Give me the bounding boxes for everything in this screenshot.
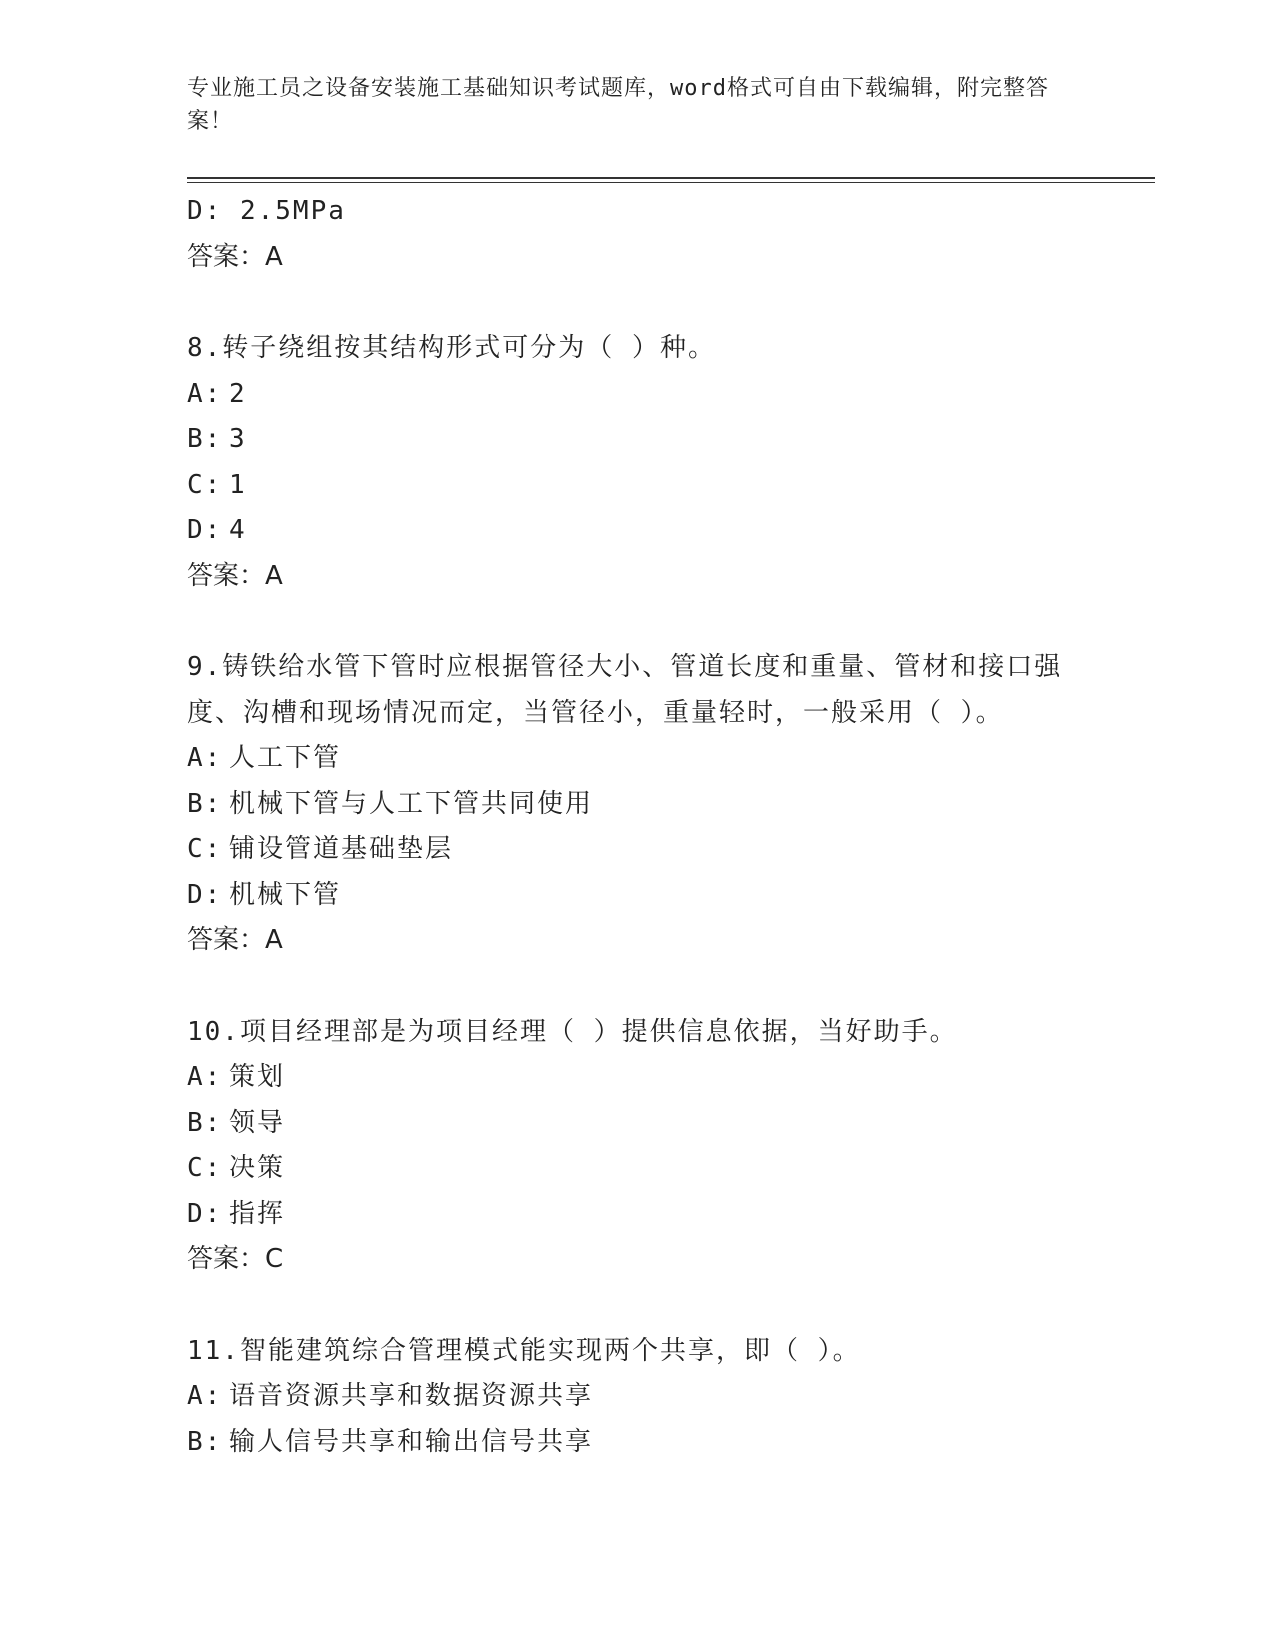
question-8 — [187, 326, 1117, 599]
option-b — [187, 1101, 1117, 1147]
question-stem: 11.智能建筑综合管理模式能实现两个共享，即（ ）。 — [187, 1335, 861, 1366]
answer: 答案：A — [187, 560, 283, 591]
option-text: 4 — [229, 515, 247, 545]
option-text: 铺设管道基础垫层 — [229, 834, 454, 864]
option-label: B: — [187, 1426, 223, 1457]
option-text: 人工下管 — [229, 743, 342, 773]
option-a — [187, 1055, 1117, 1101]
option-b — [187, 1420, 1117, 1466]
option-text: 决策 — [229, 1153, 286, 1183]
option-d — [187, 1192, 1117, 1238]
question-stem: 10.项目经理部是为项目经理（ ）提供信息依据，当好助手。 — [187, 1016, 958, 1047]
option-text: 1 — [229, 469, 247, 500]
answer: 答案：C — [187, 1244, 284, 1274]
document-header: 专业施工员之设备安装施工基础知识考试题库，word格式可自由下载编辑，附完整答案！ — [187, 76, 1049, 134]
spacer — [187, 964, 1117, 1010]
option-a — [187, 1374, 1117, 1420]
spacer — [187, 1283, 1117, 1329]
option-b — [187, 417, 1117, 463]
question-11 — [187, 1329, 1117, 1466]
spacer — [187, 280, 1117, 326]
spacer — [187, 599, 1117, 645]
option-b — [187, 782, 1117, 828]
option-label: D: — [187, 1198, 223, 1229]
option-text: 策划 — [229, 1062, 286, 1092]
option-label: C: — [187, 469, 223, 500]
question-stem: 8.转子绕组按其结构形式可分为（ ）种。 — [187, 333, 716, 363]
option-label: A: — [187, 378, 223, 409]
option-label: A: — [187, 1062, 223, 1092]
option-label: B: — [187, 424, 223, 454]
option-a — [187, 372, 1117, 418]
option-text: 机械下管与人工下管共同使用 — [229, 788, 594, 819]
header-rule-thin — [187, 182, 1155, 183]
option-text: 语音资源共享和数据资源共享 — [229, 1381, 594, 1411]
question-stem: 9.铸铁给水管下管时应根据管径大小、管道长度和重量、管材和接口强度、沟槽和现场情况而定，当管径小，重量轻时，一般采用（ ）。 — [187, 652, 1063, 728]
option-text: 输人信号共享和输出信号共享 — [229, 1426, 594, 1457]
carryover-option-d: D: 2.5MPa — [187, 196, 346, 226]
option-label: D: — [187, 879, 223, 910]
carryover-answer: 答案：A — [187, 241, 283, 272]
option-label: A: — [187, 1381, 223, 1411]
header-rule-thick — [187, 177, 1155, 179]
answer: 答案：A — [187, 925, 283, 955]
option-label: B: — [187, 1107, 223, 1138]
option-label: A: — [187, 743, 223, 773]
question-9 — [187, 645, 1117, 964]
option-text: 机械下管 — [229, 879, 342, 910]
option-label: C: — [187, 1153, 223, 1183]
option-a — [187, 736, 1117, 782]
option-c — [187, 463, 1117, 509]
question-10 — [187, 1010, 1117, 1283]
option-label: C: — [187, 834, 223, 864]
option-d — [187, 508, 1117, 554]
option-label: B: — [187, 788, 223, 819]
option-c — [187, 827, 1117, 873]
option-text: 2 — [229, 378, 247, 409]
option-label: D: — [187, 515, 223, 545]
option-text: 3 — [229, 424, 247, 454]
question-list — [187, 189, 1117, 1465]
option-text: 指挥 — [229, 1198, 286, 1229]
option-text: 领导 — [229, 1107, 286, 1138]
option-d — [187, 873, 1117, 919]
option-c — [187, 1146, 1117, 1192]
